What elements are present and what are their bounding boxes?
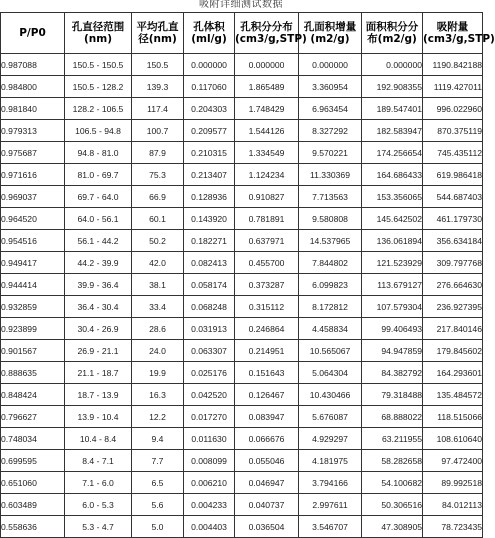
cell-area-increment: 3.360954: [299, 76, 362, 98]
cell-adsorbed-quantity: 236.927395: [423, 296, 483, 318]
cell-pore-diameter-range: 56.1 - 44.2: [65, 230, 132, 252]
cell-pore-volume: 0.209577: [184, 120, 235, 142]
cell-avg-pore-diameter: 24.0: [132, 340, 184, 362]
cell-area-increment: 4.458834: [299, 318, 362, 340]
table-row: [1, 274, 483, 296]
cell-pp: 0.848424: [1, 384, 65, 406]
cell-pore-diameter-range: 39.9 - 36.4: [65, 274, 132, 296]
cell-pp: 0.971616: [1, 164, 65, 186]
cell-cumulative-volume: 0.000000: [235, 54, 299, 76]
table-row: [1, 186, 483, 208]
table-row: [1, 406, 483, 428]
cell-area-increment: 4.181975: [299, 450, 362, 472]
cell-cumulative-area: 50.306516: [362, 494, 423, 516]
cell-cumulative-volume: 0.036504: [235, 516, 299, 538]
header-row: [1, 13, 483, 54]
cell-adsorbed-quantity: 356.634184: [423, 230, 483, 252]
cell-adsorbed-quantity: 619.986418: [423, 164, 483, 186]
cell-adsorbed-quantity: 870.375119: [423, 120, 483, 142]
cell-pp: 0.901567: [1, 340, 65, 362]
adsorption-data-table: [0, 12, 495, 538]
cell-cumulative-area: 107.579304: [362, 296, 423, 318]
cell-pore-volume: 0.004403: [184, 516, 235, 538]
cell-area-increment: 8.327292: [299, 120, 362, 142]
table-body: [1, 54, 483, 538]
cell-avg-pore-diameter: 5.0: [132, 516, 184, 538]
cell-pore-volume: 0.143920: [184, 208, 235, 230]
cell-cumulative-area: 54.100682: [362, 472, 423, 494]
cell-cumulative-area: 192.908355: [362, 76, 423, 98]
cell-pore-volume: 0.182271: [184, 230, 235, 252]
cell-area-increment: 11.330369: [299, 164, 362, 186]
cell-cumulative-area: 153.356065: [362, 186, 423, 208]
cell-pp: 0.651060: [1, 472, 65, 494]
cell-pore-volume: 0.008099: [184, 450, 235, 472]
cell-pore-diameter-range: 18.7 - 13.9: [65, 384, 132, 406]
cell-cumulative-volume: 1.865489: [235, 76, 299, 98]
cell-cumulative-area: 58.282658: [362, 450, 423, 472]
cell-pore-diameter-range: 7.1 - 6.0: [65, 472, 132, 494]
header-adsorbed-quantity: 吸附量 (cm3/g,STP): [423, 13, 483, 54]
cell-pore-volume: 0.204303: [184, 98, 235, 120]
cell-cumulative-volume: 1.544126: [235, 120, 299, 142]
cell-cumulative-area: 63.211955: [362, 428, 423, 450]
cell-pore-diameter-range: 10.4 - 8.4: [65, 428, 132, 450]
cell-pp: 0.603489: [1, 494, 65, 516]
cell-adsorbed-quantity: 118.515066: [423, 406, 483, 428]
cell-cumulative-area: 136.061894: [362, 230, 423, 252]
cell-pore-volume: 0.210315: [184, 142, 235, 164]
cell-cumulative-volume: 1.124234: [235, 164, 299, 186]
cell-pp: 0.888635: [1, 362, 65, 384]
table-row: [1, 428, 483, 450]
cell-pp: 0.969037: [1, 186, 65, 208]
cell-cumulative-volume: 0.781891: [235, 208, 299, 230]
table-row: [1, 120, 483, 142]
table-row: [1, 54, 483, 76]
cell-pore-diameter-range: 26.9 - 21.1: [65, 340, 132, 362]
cell-pore-diameter-range: 64.0 - 56.1: [65, 208, 132, 230]
cell-cumulative-volume: 0.151643: [235, 362, 299, 384]
cell-cumulative-volume: 0.040737: [235, 494, 299, 516]
cell-pp: 0.964520: [1, 208, 65, 230]
cell-cumulative-volume: 0.214951: [235, 340, 299, 362]
cell-pore-diameter-range: 5.3 - 4.7: [65, 516, 132, 538]
table-row: [1, 208, 483, 230]
cell-adsorbed-quantity: 89.992518: [423, 472, 483, 494]
cell-pore-diameter-range: 30.4 - 26.9: [65, 318, 132, 340]
cell-avg-pore-diameter: 66.9: [132, 186, 184, 208]
cell-area-increment: 9.580808: [299, 208, 362, 230]
cell-area-increment: 3.794166: [299, 472, 362, 494]
table-row: [1, 362, 483, 384]
cell-cumulative-volume: 0.126467: [235, 384, 299, 406]
cell-adsorbed-quantity: 135.484572: [423, 384, 483, 406]
cell-pore-volume: 0.000000: [184, 54, 235, 76]
cell-avg-pore-diameter: 38.1: [132, 274, 184, 296]
cell-pore-diameter-range: 6.0 - 5.3: [65, 494, 132, 516]
cell-pp: 0.954516: [1, 230, 65, 252]
cell-pp: 0.699595: [1, 450, 65, 472]
header-pore-diameter-range: 孔直径范围 (nm): [65, 13, 132, 54]
cell-pore-diameter-range: 8.4 - 7.1: [65, 450, 132, 472]
header-area-increment: 孔面积增量 (m2/g): [299, 13, 362, 54]
cell-pore-volume: 0.068248: [184, 296, 235, 318]
cell-adsorbed-quantity: 217.840146: [423, 318, 483, 340]
cell-pore-diameter-range: 106.5 - 94.8: [65, 120, 132, 142]
header-pp: P/P0: [1, 13, 65, 54]
cell-cumulative-volume: 0.083947: [235, 406, 299, 428]
header-pore-volume: 孔体积 (ml/g): [184, 13, 235, 54]
table-row: [1, 472, 483, 494]
cell-pore-volume: 0.063307: [184, 340, 235, 362]
cell-area-increment: 10.565067: [299, 340, 362, 362]
table-row: [1, 318, 483, 340]
cell-pore-diameter-range: 44.2 - 39.9: [65, 252, 132, 274]
cell-cumulative-area: 113.679127: [362, 274, 423, 296]
cell-pore-diameter-range: 13.9 - 10.4: [65, 406, 132, 428]
cell-pore-volume: 0.128936: [184, 186, 235, 208]
cell-area-increment: 10.430466: [299, 384, 362, 406]
cell-pore-diameter-range: 150.5 - 128.2: [65, 76, 132, 98]
cell-pp: 0.944414: [1, 274, 65, 296]
cell-cumulative-area: 84.382792: [362, 362, 423, 384]
cell-cumulative-volume: 1.334549: [235, 142, 299, 164]
cell-pore-volume: 0.031913: [184, 318, 235, 340]
cell-pore-volume: 0.011630: [184, 428, 235, 450]
cell-cumulative-area: 68.888022: [362, 406, 423, 428]
cell-pore-volume: 0.006210: [184, 472, 235, 494]
table-row: [1, 296, 483, 318]
cell-pore-volume: 0.017270: [184, 406, 235, 428]
cell-adsorbed-quantity: 78.723435: [423, 516, 483, 538]
cell-area-increment: 0.000000: [299, 54, 362, 76]
table-row: [1, 450, 483, 472]
cell-pp: 0.949417: [1, 252, 65, 274]
table-row: [1, 164, 483, 186]
cell-cumulative-area: 79.318488: [362, 384, 423, 406]
cell-cumulative-area: 0.000000: [362, 54, 423, 76]
cell-pore-volume: 0.117060: [184, 76, 235, 98]
cell-area-increment: 4.929297: [299, 428, 362, 450]
cell-adsorbed-quantity: 544.687403: [423, 186, 483, 208]
cell-adsorbed-quantity: 461.179730: [423, 208, 483, 230]
cell-area-increment: 5.676087: [299, 406, 362, 428]
cell-adsorbed-quantity: 996.022960: [423, 98, 483, 120]
cell-cumulative-volume: 0.066676: [235, 428, 299, 450]
cell-pore-volume: 0.213407: [184, 164, 235, 186]
cell-cumulative-area: 189.547401: [362, 98, 423, 120]
cell-area-increment: 7.713563: [299, 186, 362, 208]
cell-area-increment: 2.997611: [299, 494, 362, 516]
cell-avg-pore-diameter: 139.3: [132, 76, 184, 98]
cell-avg-pore-diameter: 5.6: [132, 494, 184, 516]
cell-area-increment: 14.537965: [299, 230, 362, 252]
cell-adsorbed-quantity: 164.293601: [423, 362, 483, 384]
cell-cumulative-volume: 0.315112: [235, 296, 299, 318]
cell-pore-volume: 0.042520: [184, 384, 235, 406]
cell-avg-pore-diameter: 50.2: [132, 230, 184, 252]
cell-area-increment: 3.546707: [299, 516, 362, 538]
header-avg-pore-diameter: 平均孔直 径(nm): [132, 13, 184, 54]
cell-adsorbed-quantity: 1190.842188: [423, 54, 483, 76]
cell-pore-diameter-range: 150.5 - 150.5: [65, 54, 132, 76]
cell-adsorbed-quantity: 108.610640: [423, 428, 483, 450]
cell-adsorbed-quantity: 309.797768: [423, 252, 483, 274]
cell-adsorbed-quantity: 276.664630: [423, 274, 483, 296]
cell-cumulative-volume: 0.637971: [235, 230, 299, 252]
table-row: [1, 494, 483, 516]
cell-pp: 0.984800: [1, 76, 65, 98]
cell-adsorbed-quantity: 745.435112: [423, 142, 483, 164]
cell-pp: 0.748034: [1, 428, 65, 450]
header-cumulative-area: 面积积分分 布(m2/g): [362, 13, 423, 54]
cell-avg-pore-diameter: 6.5: [132, 472, 184, 494]
page-title: 吸附详细测试数据: [199, 0, 283, 10]
cell-cumulative-volume: 0.055046: [235, 450, 299, 472]
cell-cumulative-area: 145.642502: [362, 208, 423, 230]
cell-avg-pore-diameter: 7.7: [132, 450, 184, 472]
cell-avg-pore-diameter: 16.3: [132, 384, 184, 406]
table-row: [1, 98, 483, 120]
cell-cumulative-volume: 0.455700: [235, 252, 299, 274]
table-row: [1, 142, 483, 164]
cell-pore-diameter-range: 94.8 - 81.0: [65, 142, 132, 164]
cell-pore-diameter-range: 21.1 - 18.7: [65, 362, 132, 384]
cell-pore-volume: 0.004233: [184, 494, 235, 516]
cell-avg-pore-diameter: 33.4: [132, 296, 184, 318]
cell-pore-volume: 0.058174: [184, 274, 235, 296]
cell-area-increment: 7.844802: [299, 252, 362, 274]
cell-adsorbed-quantity: 179.845602: [423, 340, 483, 362]
cell-pore-diameter-range: 81.0 - 69.7: [65, 164, 132, 186]
cell-cumulative-area: 47.308905: [362, 516, 423, 538]
cell-pore-volume: 0.082413: [184, 252, 235, 274]
cell-avg-pore-diameter: 100.7: [132, 120, 184, 142]
cell-avg-pore-diameter: 75.3: [132, 164, 184, 186]
cell-avg-pore-diameter: 19.9: [132, 362, 184, 384]
cell-cumulative-volume: 0.373287: [235, 274, 299, 296]
cell-area-increment: 8.172812: [299, 296, 362, 318]
cell-cumulative-volume: 0.246864: [235, 318, 299, 340]
cell-pp: 0.979313: [1, 120, 65, 142]
table-row: [1, 76, 483, 98]
table-row: [1, 516, 483, 538]
cell-avg-pore-diameter: 60.1: [132, 208, 184, 230]
cell-area-increment: 9.570221: [299, 142, 362, 164]
cell-cumulative-area: 94.947859: [362, 340, 423, 362]
cell-cumulative-volume: 0.046947: [235, 472, 299, 494]
cell-area-increment: 5.064304: [299, 362, 362, 384]
cell-avg-pore-diameter: 12.2: [132, 406, 184, 428]
cell-pp: 0.981840: [1, 98, 65, 120]
cell-cumulative-area: 164.686433: [362, 164, 423, 186]
cell-pp: 0.796627: [1, 406, 65, 428]
cell-area-increment: 6.963454: [299, 98, 362, 120]
cell-cumulative-volume: 0.910827: [235, 186, 299, 208]
header-cumulative-volume: 孔积分分布 (cm3/g,STP): [235, 13, 299, 54]
cell-pp: 0.987088: [1, 54, 65, 76]
cell-pore-diameter-range: 128.2 - 106.5: [65, 98, 132, 120]
cell-pp: 0.558636: [1, 516, 65, 538]
cell-adsorbed-quantity: 84.012113: [423, 494, 483, 516]
cell-area-increment: 6.099823: [299, 274, 362, 296]
cell-avg-pore-diameter: 28.6: [132, 318, 184, 340]
cell-pore-diameter-range: 36.4 - 30.4: [65, 296, 132, 318]
table-row: [1, 340, 483, 362]
cell-adsorbed-quantity: 97.472400: [423, 450, 483, 472]
cell-avg-pore-diameter: 87.9: [132, 142, 184, 164]
cell-cumulative-area: 99.406493: [362, 318, 423, 340]
cell-cumulative-area: 182.583947: [362, 120, 423, 142]
table-row: [1, 252, 483, 274]
cell-avg-pore-diameter: 42.0: [132, 252, 184, 274]
cell-cumulative-volume: 1.748429: [235, 98, 299, 120]
cell-avg-pore-diameter: 117.4: [132, 98, 184, 120]
cell-cumulative-area: 121.523929: [362, 252, 423, 274]
cell-pp: 0.975687: [1, 142, 65, 164]
cell-avg-pore-diameter: 9.4: [132, 428, 184, 450]
cell-pp: 0.932859: [1, 296, 65, 318]
table-row: [1, 230, 483, 252]
cell-pore-diameter-range: 69.7 - 64.0: [65, 186, 132, 208]
cell-pp: 0.923899: [1, 318, 65, 340]
cell-cumulative-area: 174.256654: [362, 142, 423, 164]
cell-adsorbed-quantity: 1119.427011: [423, 76, 483, 98]
table-row: [1, 384, 483, 406]
cell-pore-volume: 0.025176: [184, 362, 235, 384]
cell-avg-pore-diameter: 150.5: [132, 54, 184, 76]
